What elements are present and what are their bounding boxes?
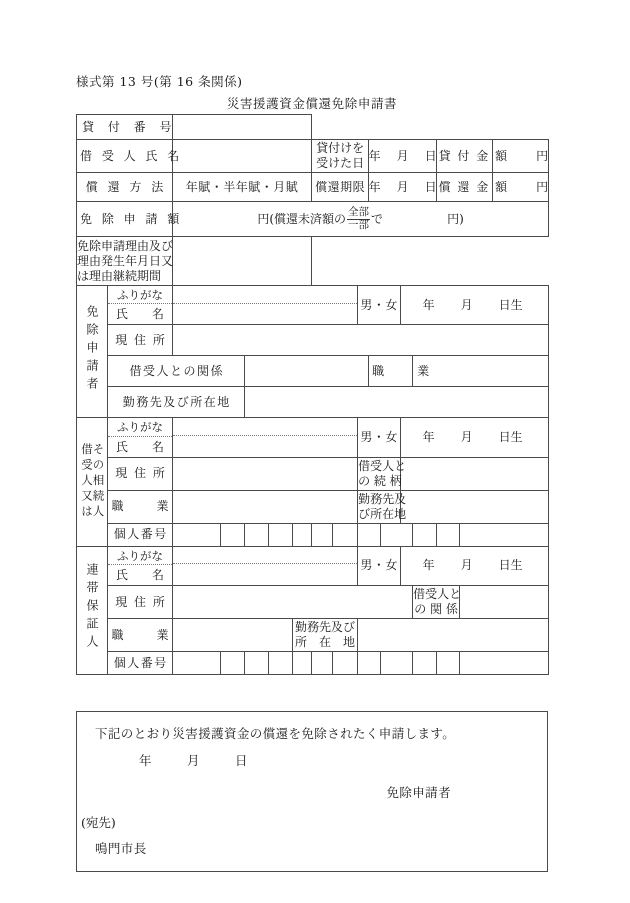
applicant-furigana-name-label — [108, 286, 173, 325]
row-repayment-method — [77, 173, 549, 202]
declaration-statement: 下記のとおり災害援護資金の償還を免除されたく申請します。 — [95, 726, 456, 741]
guarantor-relation-label-line1: 借受人と — [413, 587, 462, 602]
guarantor-birthdate-value[interactable] — [401, 546, 549, 585]
row-borrower-name — [77, 140, 549, 173]
exemption-fraction-denominator: 一部 — [348, 218, 370, 231]
applicant-side-label-text: 免除申請者 — [85, 304, 99, 395]
guarantor-furigana-label: ふりがな — [108, 547, 172, 565]
repayment-deadline-label: 償還期限 — [312, 173, 369, 202]
repayment-deadline-year: 年 — [368, 179, 381, 194]
guarantor-occupation-value[interactable] — [173, 619, 293, 652]
guarantor-birth-year: 年 — [422, 558, 435, 573]
borrower-heir-mynumber-box[interactable] — [269, 523, 293, 546]
borrower-heir-mynumber-box[interactable] — [460, 523, 549, 546]
borrower-heir-side-label-left: 借受人又は — [80, 443, 94, 521]
guarantor-name-value[interactable] — [173, 564, 357, 583]
guarantor-mynumber-box[interactable] — [437, 652, 460, 675]
borrower-heir-workplace-label — [358, 490, 407, 523]
borrower-heir-mynumber-box[interactable] — [173, 523, 221, 546]
borrower-heir-address-label: 現 住 所 — [108, 457, 173, 490]
exemption-fraction[interactable] — [347, 207, 370, 231]
borrower-heir-birth-day: 日生 — [498, 430, 523, 445]
application-form-table — [76, 114, 549, 675]
repayment-deadline-day: 日 — [424, 179, 437, 194]
row-exemption-amount — [77, 202, 549, 237]
row-borrower-heir-name — [77, 418, 549, 457]
guarantor-relation-label-line2: の 関 係 — [414, 602, 458, 617]
applicant-workplace-value[interactable] — [245, 387, 549, 418]
applicant-birth-day: 日生 — [498, 297, 523, 312]
applicant-relation-value[interactable] — [245, 356, 369, 387]
loan-date-month: 月 — [396, 148, 409, 163]
guarantor-furigana-value[interactable] — [173, 548, 357, 564]
repayment-amount-unit: 円 — [536, 179, 549, 194]
applicant-furigana-name-value[interactable] — [173, 286, 358, 325]
applicant-birth-year: 年 — [422, 297, 435, 312]
loan-number-value[interactable] — [173, 115, 312, 140]
loan-date-day: 日 — [424, 148, 437, 163]
row-guarantor-address — [77, 586, 549, 619]
loan-amount-label: 貸 付 金 額 — [437, 140, 493, 173]
guarantor-birth-day: 日生 — [498, 558, 523, 573]
borrower-heir-relation-label-line1: 借受人と — [358, 458, 407, 473]
exemption-yen-1: 円(償還未済額の — [257, 211, 347, 226]
exemption-amount-label: 免 除 申 請 額 — [77, 202, 173, 237]
guarantor-mynumber-box[interactable] — [245, 652, 269, 675]
applicant-name-label: 氏 名 — [116, 307, 165, 322]
borrower-heir-mynumber-box[interactable] — [293, 523, 312, 546]
guarantor-mynumber-box[interactable] — [333, 652, 358, 675]
form-number: 様式第 13 号(第 16 条関係) — [76, 74, 243, 89]
row-applicant-name — [77, 286, 549, 325]
borrower-name-label: 借 受 人 氏 名 — [77, 140, 173, 173]
borrower-heir-mynumber-box[interactable] — [312, 523, 333, 546]
borrower-heir-workplace-label-line1: 勤務先及 — [358, 491, 407, 506]
repayment-method-label: 償 還 方 法 — [77, 173, 173, 202]
guarantor-mynumber-box[interactable] — [381, 652, 413, 675]
guarantor-mynumber-box[interactable] — [293, 652, 312, 675]
spacer-loan-number — [312, 115, 549, 140]
loan-date-label — [312, 140, 369, 173]
borrower-heir-mynumber-box[interactable] — [333, 523, 358, 546]
guarantor-birth-month: 月 — [460, 558, 473, 573]
row-borrower-heir-occupation — [77, 490, 549, 523]
borrower-heir-side-label-right: その相続人 — [91, 443, 106, 521]
row-exemption-reason — [77, 237, 549, 286]
exemption-de: で — [371, 211, 384, 226]
exemption-reason-label-line2: 理由発生年月日又 — [77, 253, 174, 268]
applicant-workplace-label: 勤務先及び所在地 — [108, 387, 245, 418]
exemption-reason-label-line1: 免除申請理由及び — [77, 238, 174, 253]
declaration-date-month: 月 — [186, 753, 200, 768]
borrower-heir-birth-year: 年 — [422, 430, 435, 445]
borrower-heir-address-value[interactable] — [173, 457, 358, 490]
exemption-yen-2: 円) — [447, 211, 464, 226]
exemption-reason-value[interactable] — [173, 237, 312, 286]
borrower-heir-relation-label-line2: の 続 柄 — [358, 473, 402, 488]
borrower-heir-name-value[interactable] — [173, 436, 357, 455]
borrower-heir-mynumber-box[interactable] — [245, 523, 269, 546]
borrower-heir-mynumber-box[interactable] — [413, 523, 437, 546]
borrower-name-value[interactable] — [173, 140, 312, 173]
exemption-reason-label — [77, 237, 173, 286]
row-applicant-workplace — [77, 387, 549, 418]
guarantor-mynumber-box[interactable] — [413, 652, 437, 675]
applicant-birthdate-value[interactable] — [401, 286, 549, 325]
declaration-signer-label[interactable]: 免除申請者 — [386, 785, 451, 800]
borrower-heir-workplace-label-line2: び所在地 — [358, 506, 407, 521]
row-borrower-heir-mynumber — [77, 523, 549, 546]
borrower-heir-furigana-name-label — [108, 418, 173, 457]
guarantor-mynumber-label: 個人番号 — [108, 652, 173, 675]
guarantor-mynumber-box[interactable] — [269, 652, 293, 675]
guarantor-workplace-label — [293, 619, 358, 652]
guarantor-mynumber-box[interactable] — [358, 652, 381, 675]
borrower-heir-furigana-name-value[interactable] — [173, 418, 358, 457]
applicant-occupation-label: 職 業 — [369, 356, 413, 387]
guarantor-mynumber-box[interactable] — [460, 652, 549, 675]
applicant-occupation-value[interactable] — [413, 356, 549, 387]
borrower-heir-occupation-label: 職 業 — [108, 490, 173, 523]
guarantor-workplace-label-line2: 所 在 地 — [295, 635, 356, 650]
applicant-birth-month: 月 — [460, 297, 473, 312]
loan-amount-unit: 円 — [536, 148, 549, 163]
borrower-heir-mynumber-box[interactable] — [381, 523, 413, 546]
loan-date-label-line1: 貸付けを — [316, 141, 365, 155]
repayment-method-options[interactable]: 年賦・半年賦・月賦 — [173, 173, 312, 202]
borrower-heir-mynumber-box[interactable] — [221, 523, 245, 546]
applicant-address-value[interactable] — [173, 325, 549, 356]
guarantor-mynumber-box[interactable] — [173, 652, 221, 675]
loan-date-value[interactable] — [369, 140, 437, 173]
guarantor-mynumber-box[interactable] — [312, 652, 333, 675]
repayment-amount-label: 償 還 金 額 — [437, 173, 493, 202]
borrower-heir-occupation-value[interactable] — [173, 490, 358, 523]
declaration-date[interactable] — [77, 742, 547, 769]
declaration-block — [76, 711, 548, 872]
borrower-heir-mynumber-label: 個人番号 — [108, 523, 173, 546]
applicant-gender-label[interactable]: 男・女 — [358, 286, 401, 325]
guarantor-address-value[interactable] — [173, 586, 413, 619]
guarantor-relation-label — [413, 586, 460, 619]
guarantor-workplace-label-line1: 勤務先及び — [295, 620, 356, 635]
declaration-mayor: 鳴門市長 — [95, 841, 147, 856]
row-guarantor-name — [77, 546, 549, 585]
borrower-heir-furigana-value[interactable] — [173, 420, 357, 436]
applicant-side-label — [77, 286, 108, 418]
guarantor-name-label: 氏 名 — [116, 568, 165, 583]
row-applicant-relation — [77, 356, 549, 387]
declaration-date-day: 日 — [234, 753, 248, 768]
guarantor-side-label — [77, 546, 108, 674]
applicant-relation-label: 借受人との関係 — [108, 356, 245, 387]
borrower-heir-workplace-value[interactable] — [401, 490, 549, 523]
row-guarantor-mynumber — [77, 652, 549, 675]
declaration-addressee-label: (宛先) — [81, 815, 116, 830]
guarantor-relation-value[interactable] — [460, 586, 549, 619]
repayment-deadline-month: 月 — [396, 179, 409, 194]
row-borrower-heir-address — [77, 457, 549, 490]
borrower-heir-relation-label — [358, 457, 407, 490]
applicant-name-value[interactable] — [173, 304, 357, 323]
loan-date-label-line2: 受けた日 — [316, 156, 365, 170]
guarantor-furigana-name-value[interactable] — [173, 546, 358, 585]
borrower-heir-name-label: 氏 名 — [116, 439, 165, 454]
borrower-heir-mynumber-box[interactable] — [358, 523, 381, 546]
loan-number-label: 貸 付 番 号 — [77, 115, 173, 140]
declaration-date-year: 年 — [139, 753, 152, 768]
guarantor-address-label: 現 住 所 — [108, 586, 173, 619]
repayment-deadline-value[interactable] — [369, 173, 437, 202]
guarantor-furigana-name-label — [108, 546, 173, 585]
applicant-address-label: 現 住 所 — [108, 325, 173, 356]
borrower-heir-birth-month: 月 — [460, 430, 473, 445]
guarantor-mynumber-box[interactable] — [221, 652, 245, 675]
guarantor-gender-label[interactable]: 男・女 — [358, 546, 401, 585]
loan-date-year: 年 — [368, 148, 381, 163]
guarantor-workplace-value[interactable] — [358, 619, 549, 652]
guarantor-occupation-label: 職 業 — [108, 619, 173, 652]
exemption-fraction-numerator: 全部 — [348, 206, 370, 219]
guarantor-side-label-text: 連帯保証人 — [85, 563, 99, 654]
exemption-reason-label-line3: は理由継続期間 — [77, 268, 162, 283]
borrower-heir-mynumber-box[interactable] — [437, 523, 460, 546]
row-loan-number — [77, 115, 549, 140]
document-title: 災害援護資金償還免除申請書 — [226, 96, 398, 111]
borrower-heir-birthdate-value[interactable] — [401, 418, 549, 457]
borrower-heir-gender-label[interactable]: 男・女 — [358, 418, 401, 457]
row-applicant-address — [77, 325, 549, 356]
spacer-exemption-reason — [312, 237, 549, 286]
row-guarantor-occupation — [77, 619, 549, 652]
applicant-furigana-value[interactable] — [173, 288, 357, 304]
borrower-heir-furigana-label: ふりがな — [108, 418, 172, 436]
borrower-heir-side-label — [77, 418, 108, 546]
applicant-furigana-label: ふりがな — [108, 286, 172, 304]
borrower-heir-relation-value[interactable] — [401, 457, 549, 490]
exemption-amount-value[interactable] — [173, 202, 549, 237]
